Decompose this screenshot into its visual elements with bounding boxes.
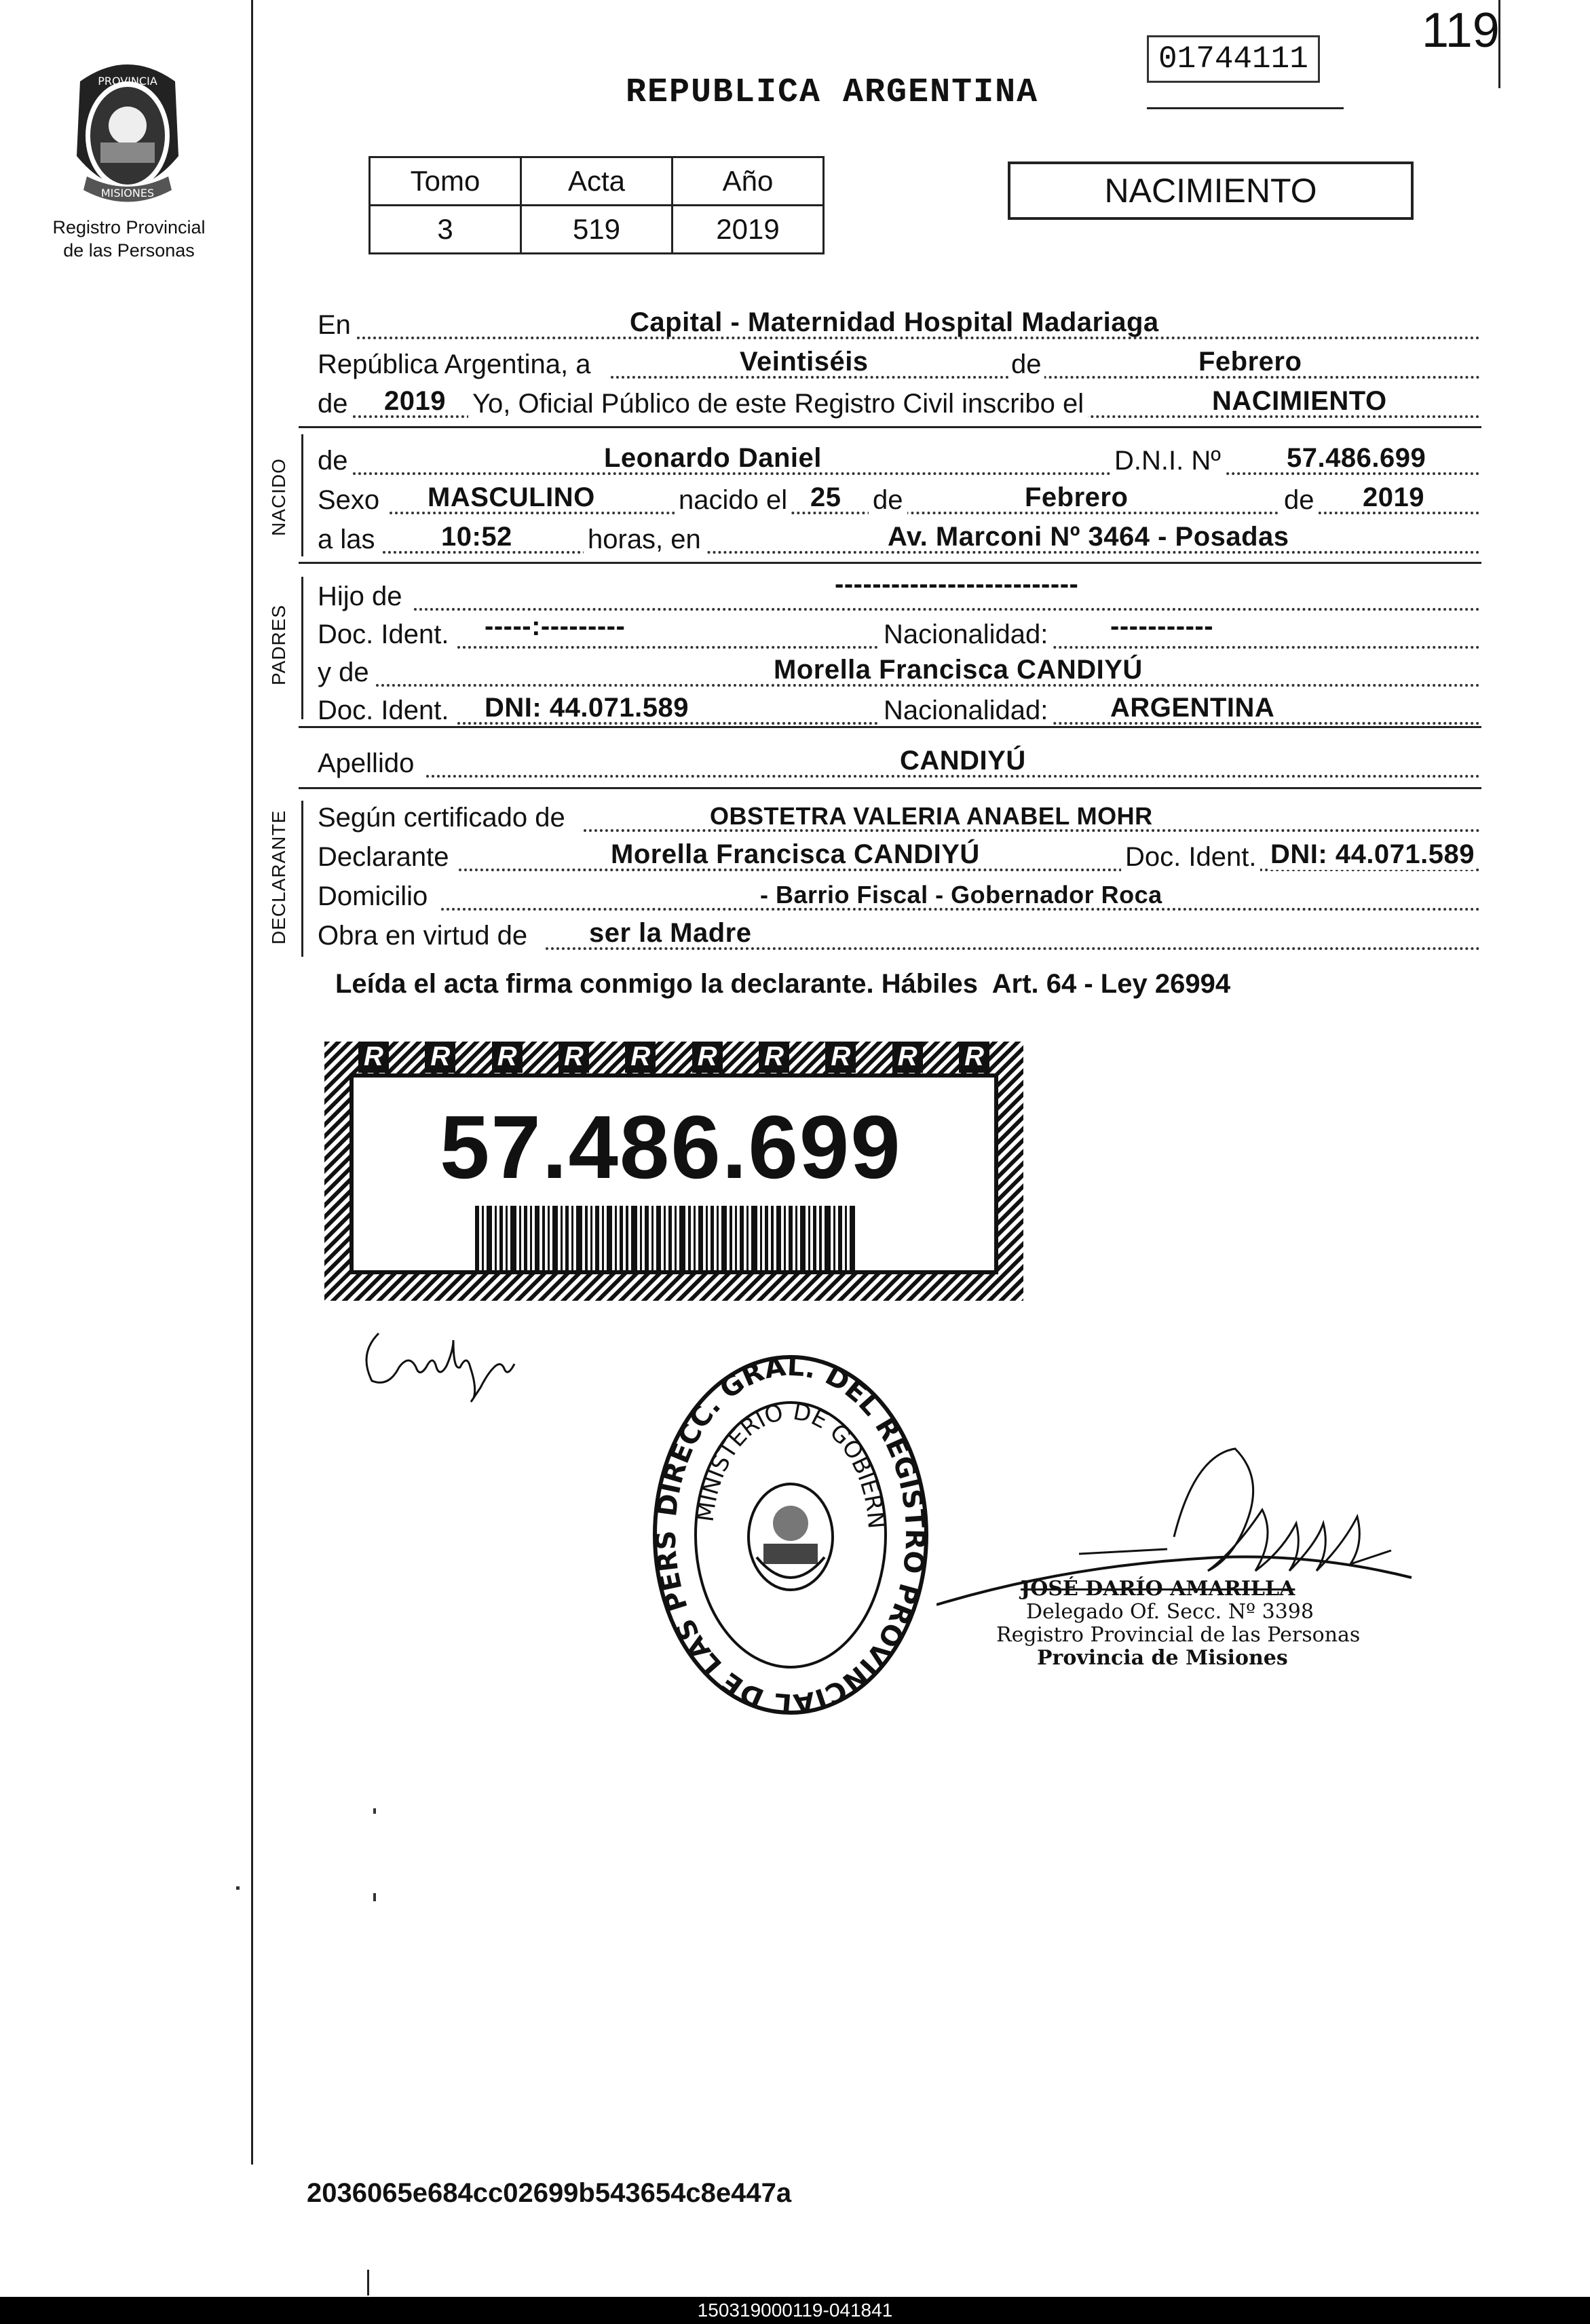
label-horas-en: horas, en — [584, 525, 705, 555]
section-label-declarante: DECLARANTE — [268, 809, 289, 945]
official-seal — [648, 1354, 933, 1717]
declarant-signature — [352, 1313, 528, 1415]
label-de-name: de — [318, 446, 348, 476]
officer-registry: Registro Provincial de las Personas — [996, 1623, 1361, 1647]
value-mother-doc: DNI: 44.071.589 — [485, 693, 689, 723]
value-father-name: -------------------------- — [835, 569, 1079, 599]
value-day-words: Veintiséis — [740, 347, 869, 377]
padres-bracket — [301, 577, 303, 719]
sticker-pattern-row — [358, 1042, 989, 1073]
officer-name: JOSÉ DARÍO AMARILLA — [1021, 1577, 1295, 1601]
acta-table-header-row — [370, 157, 824, 206]
seal-outer-text: DIRECC. GRAL. DEL REGISTRO PROVINCIAL DE LAS PERS — [650, 1354, 931, 1717]
value-inscribe-type: NACIMIENTO — [1212, 386, 1387, 416]
bottom-tick — [367, 2270, 369, 2296]
sticker-pattern-letter: R — [425, 1042, 455, 1073]
margin-dot — [236, 1886, 240, 1890]
value-father-doc: -----:--------- — [485, 611, 626, 641]
sticker-pattern-letter: R — [559, 1042, 589, 1073]
section-label-padres: PADRES — [268, 604, 289, 685]
value-birth-year: 2019 — [1363, 482, 1424, 512]
row-apellido — [318, 745, 1480, 783]
officer-stamp — [996, 1578, 1360, 1670]
value-mother-name: Morella Francisca CANDIYÚ — [774, 655, 1143, 685]
section-label-nacido: NACIDO — [268, 458, 289, 536]
label-declarante: Declarante — [318, 842, 449, 872]
document-hash: 2036065e684cc02699b543654c8e447a — [307, 2178, 792, 2208]
id-sticker — [324, 1042, 1023, 1301]
label-domicilio: Domicilio — [318, 881, 428, 911]
serial-underline — [1147, 107, 1344, 109]
label-de-month: de — [1008, 349, 1044, 380]
seal-inner-text: MINISTERIO DE GOBIERN — [692, 1398, 890, 1530]
label-en: En — [318, 310, 351, 340]
row-hijo-de — [318, 569, 1480, 616]
value-obra: ser la Madre — [589, 918, 752, 948]
label-mother-doc: Doc. Ident. — [318, 696, 449, 725]
seal-emblem — [749, 1484, 833, 1590]
closing-note: Leída el acta firma conmigo la declarante. Hábiles Art. 64 - Ley 26994 — [335, 969, 1231, 999]
nacido-top-rule — [299, 426, 1481, 428]
label-declarante-doc: Doc. Ident. — [1121, 842, 1260, 873]
label-a-las: a las — [318, 525, 375, 554]
acta-header-tomo: Tomo — [370, 157, 521, 206]
province-logo — [60, 54, 195, 210]
row-mother-doc — [318, 692, 1480, 730]
record-type-box: NACIMIENTO — [1008, 161, 1414, 220]
label-obra: Obra en virtud de — [318, 921, 528, 951]
value-birth-time: 10:52 — [441, 522, 512, 552]
sticker-number: 57.486.699 — [440, 1097, 902, 1197]
footer-code-bar: 150319000119-041841 — [0, 2297, 1590, 2324]
label-de-year: de — [318, 389, 348, 419]
logo-caption-line1: Registro Provincial — [52, 217, 206, 237]
acta-value-tomo: 3 — [370, 206, 521, 254]
sticker-pattern-letter: R — [959, 1042, 989, 1073]
label-dni: D.N.I. Nº — [1110, 446, 1225, 476]
sticker-pattern-letter: R — [358, 1042, 389, 1073]
label-segun: Según certificado de — [318, 803, 565, 833]
label-father-nationality: Nacionalidad: — [879, 620, 1052, 650]
page-number: 119 — [1422, 3, 1500, 58]
value-birth-place: Av. Marconi Nº 3464 - Posadas — [888, 522, 1289, 552]
sticker-pattern-letter: R — [825, 1042, 856, 1073]
padres-bottom-rule — [299, 726, 1481, 728]
serial-number: 01744111 — [1147, 35, 1320, 83]
value-father-nationality: ----------- — [1110, 611, 1214, 641]
value-birth-month: Febrero — [1025, 482, 1129, 512]
acta-value-acta: 519 — [521, 206, 673, 254]
left-margin-rule — [251, 0, 253, 2165]
row-father-doc — [318, 611, 1480, 654]
value-month: Febrero — [1198, 347, 1302, 377]
acta-table-value-row — [370, 206, 824, 254]
label-de-birth-month: de — [869, 485, 907, 516]
value-birth-day: 25 — [810, 482, 841, 512]
acta-header-anio: Año — [673, 157, 824, 206]
label-mother-nationality: Nacionalidad: — [879, 696, 1052, 726]
country-title: REPUBLICA ARGENTINA — [626, 73, 1039, 112]
value-apellido: CANDIYÚ — [900, 746, 1026, 776]
row-nacido-name — [318, 442, 1480, 480]
padres-top-rule — [299, 562, 1481, 564]
row-republica — [318, 346, 1480, 384]
value-declarante-name: Morella Francisca CANDIYÚ — [611, 839, 980, 869]
officer-title: Delegado Of. Secc. Nº 3398 — [1026, 1600, 1314, 1624]
sticker-pattern-letter: R — [759, 1042, 789, 1073]
row-year-oficial — [318, 385, 1480, 423]
svg-text:MISIONES: MISIONES — [100, 187, 155, 199]
value-place: Capital - Maternidad Hospital Madariaga — [630, 307, 1159, 337]
row-a-las — [318, 521, 1480, 559]
label-father-doc: Doc. Ident. — [318, 620, 449, 649]
acta-value-anio: 2019 — [673, 206, 824, 254]
value-certificate-by: OBSTETRA VALERIA ANABEL MOHR — [710, 802, 1153, 830]
nacido-bracket — [301, 434, 303, 556]
sticker-pattern-letter: R — [625, 1042, 656, 1073]
row-y-de — [318, 654, 1480, 692]
acta-header-acta: Acta — [521, 157, 673, 206]
sticker-pattern-letter: R — [892, 1042, 923, 1073]
label-sexo: Sexo — [318, 485, 380, 515]
sticker-barcode — [475, 1206, 855, 1271]
row-sexo — [318, 482, 1480, 520]
value-child-dni: 57.486.699 — [1287, 443, 1426, 473]
label-nacido-el: nacido el — [675, 485, 791, 516]
officer-province: Provincia de Misiones — [1037, 1646, 1288, 1670]
apellido-bottom-rule — [299, 787, 1481, 789]
row-obra — [318, 917, 1480, 955]
margin-dot — [373, 1893, 376, 1901]
row-en — [318, 307, 1480, 345]
declarante-bracket — [301, 801, 303, 957]
svg-text:PROVINCIA: PROVINCIA — [98, 75, 157, 88]
value-domicilio: - Barrio Fiscal - Gobernador Roca — [760, 881, 1162, 909]
label-hijo-de: Hijo de — [318, 582, 402, 611]
row-declarante — [318, 839, 1480, 877]
value-mother-nationality: ARGENTINA — [1110, 693, 1275, 723]
row-domicilio — [318, 878, 1480, 916]
label-apellido: Apellido — [318, 748, 415, 778]
margin-dot — [373, 1808, 376, 1814]
row-segun — [318, 799, 1480, 837]
value-child-name: Leonardo Daniel — [604, 443, 822, 473]
label-republica: República Argentina, a — [318, 349, 591, 379]
label-oficial: Yo, Oficial Público de este Registro Civil inscribo el — [468, 389, 1088, 419]
value-declarante-doc: DNI: 44.071.589 — [1270, 839, 1475, 869]
value-sexo: MASCULINO — [428, 482, 595, 512]
label-de-birth-year: de — [1280, 485, 1319, 516]
label-y-de: y de — [318, 658, 369, 687]
sticker-pattern-letter: R — [692, 1042, 723, 1073]
sticker-pattern-letter: R — [492, 1042, 523, 1073]
value-year: 2019 — [384, 386, 446, 416]
acta-table — [368, 156, 825, 254]
logo-caption — [27, 216, 231, 262]
logo-caption-line2: de las Personas — [63, 240, 195, 261]
